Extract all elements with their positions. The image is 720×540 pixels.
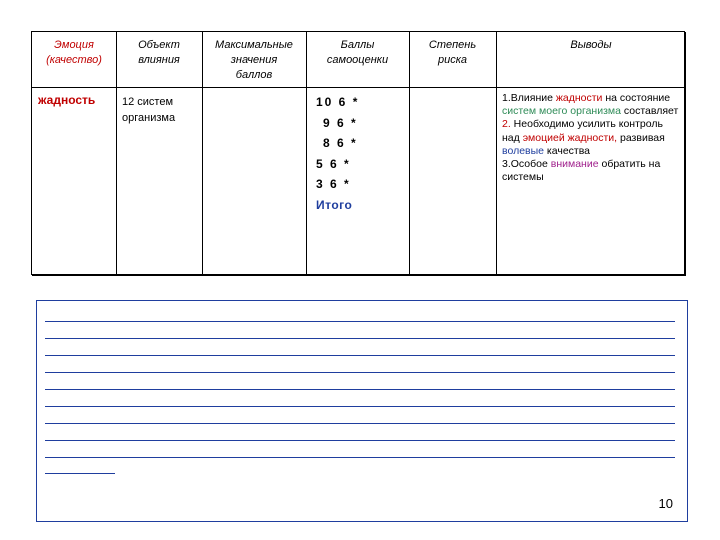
emotion-value: жадность (38, 93, 96, 107)
conclusion-3: 3.Особое внимание обратить на системы (502, 158, 661, 184)
writing-line (45, 372, 675, 373)
header-divider (32, 87, 684, 88)
writing-line (45, 406, 675, 407)
score-row: 5 6 * (316, 156, 351, 171)
column-divider (116, 32, 117, 274)
page-number: 10 (658, 496, 673, 511)
score-row: 9 6 * (323, 115, 358, 130)
header-self-score: Баллы самооценки (326, 39, 389, 66)
conclusion-2: 2. Необходимо усилить контроль над эмоцией жадности, развивая волевые качества (502, 118, 665, 157)
assessment-table (31, 31, 685, 275)
writing-line (45, 423, 675, 424)
writing-line (45, 321, 675, 322)
score-row: 10 6 * (316, 95, 360, 109)
conclusion-1: 1.Влияние жадности на состояние систем моего организма составляет (502, 92, 679, 118)
column-divider (496, 32, 497, 274)
header-emotion: Эмоция (качество) (46, 39, 102, 66)
column-divider (306, 32, 307, 274)
header-max-values: Максимальные значения баллов (215, 39, 293, 81)
writing-line (45, 389, 675, 390)
writing-line (45, 355, 675, 356)
conclusions-text (502, 92, 682, 184)
writing-line (45, 457, 675, 458)
writing-line (45, 473, 115, 474)
header-conclusions: Выводы (570, 39, 612, 51)
object-value: 12 систем организма (122, 96, 176, 124)
score-total: Итого (316, 197, 353, 212)
self-score-list (316, 92, 376, 215)
score-row: 3 6 * (316, 177, 351, 191)
writing-line (45, 440, 675, 441)
writing-line (45, 338, 675, 339)
header-object: Объект влияния (138, 39, 180, 66)
header-risk: Степень риска (428, 39, 477, 66)
column-divider (409, 32, 410, 274)
score-row: 8 6 * (323, 136, 358, 150)
notes-box (36, 300, 688, 522)
